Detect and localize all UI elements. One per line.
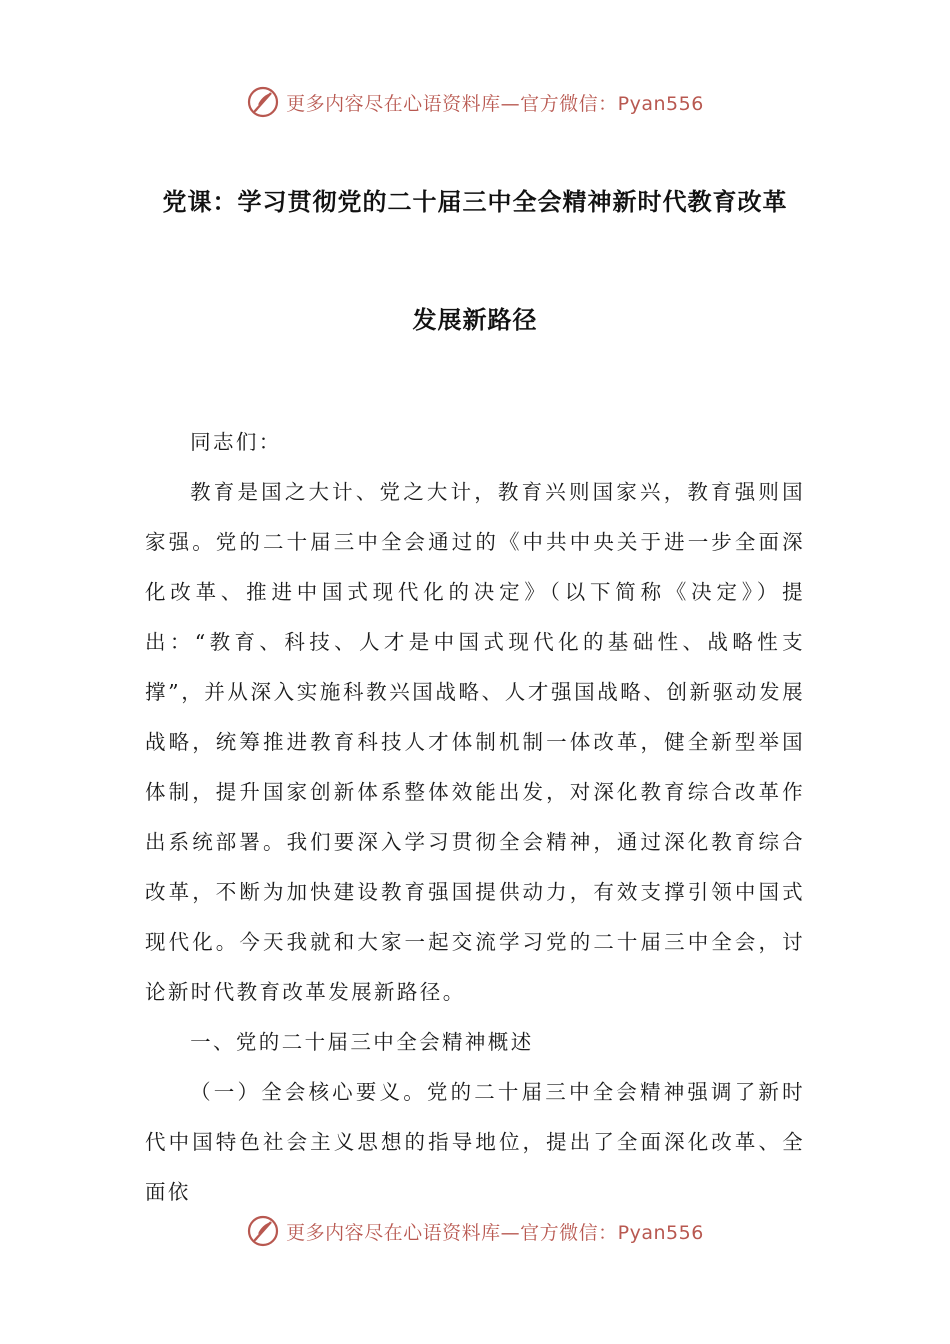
paragraph: 教育是国之大计、党之大计，教育兴则国家兴，教育强则国家强。党的二十届三中全会通过的《中共中央关于进一步全面深化改革、推进中国式现代化的决定》（以下简称《决定》）提出：“教育、科技、人才是中国式现代化的基础性、战略性支撑”，并从深入实施科教兴国战略、人才强国战略、创新驱动发展战略，统筹推进教育科技人才体制机制一体改革，健全新型举国体制，提升国家创新体系整体效能出发，对深化教育综合改革作出系统部署。我们要深入学习贯彻全会精神，通过深化教育综合改革，不断为加快建设教育强国提供动力，有效支撑引领中国式现代化。今天我就和大家一起交流学习党的二十届三中全会，讨论新时代教育改革发展新路径。: [145, 480, 805, 1004]
paragraph: （一）全会核心要义。党的二十届三中全会精神强调了新时代中国特色社会主义思想的指导地位，提出了全面深化改革、全面依: [145, 1080, 805, 1204]
quill-logo-icon: [246, 85, 280, 119]
watermark-text: 更多内容尽在心语资料库—官方微信：Pyan556: [286, 92, 704, 115]
document-body: [145, 417, 805, 1217]
footer-watermark-banner: [0, 1211, 950, 1251]
page-title-line-1: 党课：学习贯彻党的二十届三中全会精神新时代教育改革: [162, 188, 788, 216]
watermark-text: 更多内容尽在心语资料库—官方微信：Pyan556: [286, 1221, 704, 1244]
greeting: 同志们：: [190, 430, 282, 454]
header-watermark-banner: [0, 82, 950, 122]
section-heading: 一、党的二十届三中全会精神概述: [190, 1030, 534, 1054]
page-title-line-2: 发展新路径: [412, 306, 538, 334]
quill-logo-icon: [246, 1214, 280, 1248]
